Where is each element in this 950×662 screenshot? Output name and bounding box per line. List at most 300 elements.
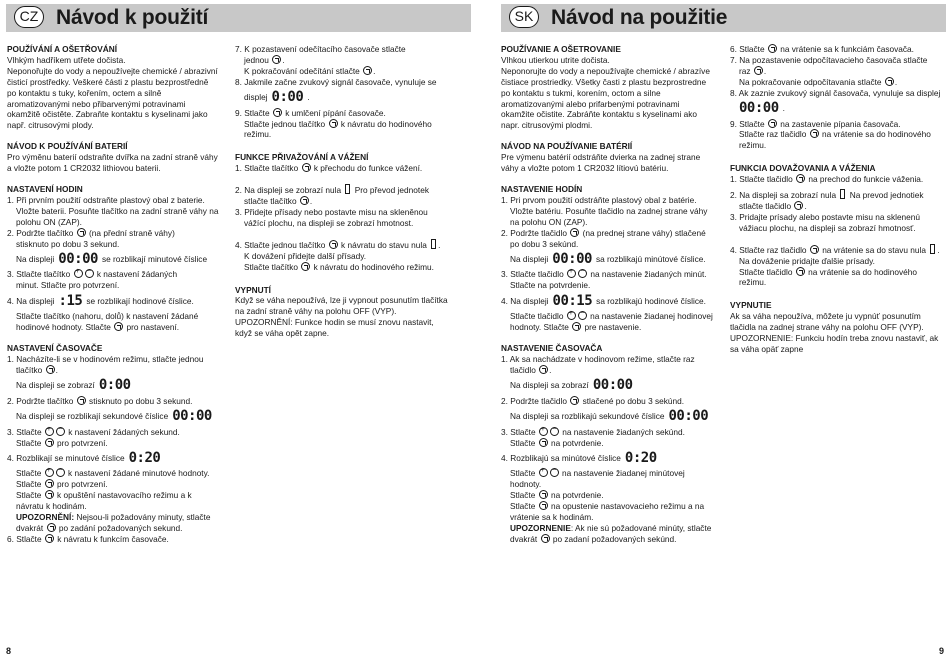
text-line: 1. Nacházíte-li se v hodinovém režimu, stlačte jednou <box>7 353 204 364</box>
section-heading: NÁVOD NA POUŽÍVANIE BATÉRIÍ <box>501 141 633 152</box>
text-fragment: na potvrdenie. <box>551 437 604 448</box>
text-line: Stlačte na potvrdenie. <box>510 280 591 291</box>
text-line <box>501 490 713 501</box>
plus-button-icon <box>74 269 83 278</box>
plus-button-icon <box>45 427 54 436</box>
set-button-icon <box>570 228 579 237</box>
lcd-display: 00:00 <box>58 250 98 267</box>
text-fragment: 4. Na displeji <box>501 295 549 306</box>
page-sk <box>475 0 950 662</box>
text-line: raz . <box>739 65 767 76</box>
text-line: režimu. <box>244 129 272 140</box>
text-fragment: Na displeji sa rozblikajú sekundové číslice <box>510 411 665 422</box>
text-fragment: stisknuto po dobu 3 sekund. <box>89 395 193 406</box>
text-line <box>235 262 460 273</box>
text-fragment: na vrátenie sa do stavu nula <box>822 244 926 255</box>
text-line <box>7 228 224 239</box>
timer-button-icon <box>45 534 54 543</box>
power-button-icon <box>796 174 805 183</box>
page-number: 8 <box>6 646 12 656</box>
section-heading: VYPNUTÍ <box>235 284 271 295</box>
text-line: vážící plochu, na displeji se zobrazí hmotnost. <box>244 217 414 228</box>
text-fragment: tlačidlo <box>510 364 536 375</box>
text-line: vrátenie sa k hodinám. <box>510 512 594 523</box>
text-fragment: Pro převod jednotek <box>354 185 429 196</box>
display-line: 00:00 . <box>739 100 785 117</box>
text-line: na polohu ON (ZAP). <box>510 216 588 227</box>
timer-button-icon <box>45 490 54 499</box>
language-badge: SK <box>509 6 539 28</box>
text-fragment: na nastavenie žiadanej minútovej <box>562 468 685 479</box>
text-line: 7. Na pozastavenie odpočítavacieho časovača stlačte <box>730 54 928 65</box>
page-number: 9 <box>938 646 944 656</box>
text-fragment: Na displeji <box>510 253 549 264</box>
text-line <box>730 174 946 185</box>
text-fragment: dvakrát <box>16 523 44 533</box>
text-line <box>235 108 460 119</box>
text-fragment: 4. Stlačte raz tlačidlo <box>730 244 807 255</box>
display-line <box>501 448 713 468</box>
text-line: váhy a vložte potom 1 CR2032 lítiovú batériu. <box>501 163 669 174</box>
text-line: sa váha opäť zapne <box>730 343 804 354</box>
text-line: čistiace prostriedky. Všetky časti z plastu bezprostredne <box>501 76 707 87</box>
text-fragment: na potvrdenie. <box>551 490 604 501</box>
text-line: 8. Jakmile začne zvukový signál časovače, vynuluje se <box>235 76 437 87</box>
minus-button-icon <box>56 468 65 477</box>
display-line <box>501 291 713 311</box>
text-line <box>7 322 224 333</box>
text-fragment: Nejsou-li požadovány minuty, stlačte <box>74 512 211 523</box>
text-line: K dovážení přidejte další přísady. <box>244 250 367 261</box>
language-badge: CZ <box>14 6 44 28</box>
text-fragment: (na prednej strane váhy) stlačené <box>582 227 706 238</box>
text-fragment: displej <box>244 92 268 103</box>
text-line: po kontaktu s tuky, kořením, octem a silně <box>7 87 162 98</box>
text-line <box>7 479 224 490</box>
text-fragment: Stlačte <box>510 490 536 501</box>
header-band <box>6 4 471 32</box>
text-line: když se váha opět zapne. <box>235 328 330 339</box>
text-line: po kontaktu s tukmi, korením, octom a silne <box>501 87 661 98</box>
lcd-display: 0:20 <box>624 449 657 466</box>
unit-button-icon <box>794 201 803 210</box>
power-button-icon <box>302 163 311 172</box>
zero-display-icon <box>345 184 350 194</box>
plus-button-icon <box>567 269 576 278</box>
text-fragment: 4. Rozblikajú sa minútové číslice <box>501 453 621 464</box>
text-fragment: Stlačte <box>16 479 42 490</box>
display-line <box>7 249 224 269</box>
timer-button-icon <box>273 108 282 117</box>
minus-button-icon <box>56 427 65 436</box>
text-fragment: pro potvrzení. <box>57 479 108 490</box>
text-fragment: 6. Stlačte <box>7 533 42 544</box>
text-fragment: po zadaní požadovaných sekúnd. <box>552 533 677 544</box>
text-line <box>501 523 713 534</box>
text-line: K pokračování odečítání stlačte . <box>244 65 376 76</box>
text-line: např. citrusovými plody. <box>7 120 94 131</box>
text-line <box>501 501 713 512</box>
text-fragment: se rozblikají hodinové číslice. <box>86 295 194 306</box>
column-2 <box>730 44 946 355</box>
text-fragment: 3. Stlačte tlačidlo <box>501 269 564 280</box>
text-line: režimu. <box>739 277 767 288</box>
spacer <box>235 174 460 184</box>
set-button-icon <box>45 479 54 488</box>
text-line: čisticí prostředky. Veškeré části z plastu bezprostředně <box>7 76 209 87</box>
column-1 <box>501 44 713 545</box>
text-fragment: k návratu do hodinového <box>340 118 432 129</box>
zero-display-icon <box>431 239 436 249</box>
lcd-display: 0:20 <box>128 449 161 466</box>
timer-button-icon <box>768 44 777 53</box>
spacer <box>730 234 946 244</box>
text-line <box>730 189 946 201</box>
text-fragment: Stlačte <box>510 501 536 512</box>
plus-button-icon <box>539 468 548 477</box>
lcd-display: 00:00 <box>552 250 592 267</box>
lcd-display: 00:15 <box>552 292 593 309</box>
text-line <box>7 468 224 479</box>
text-fragment: Stlačte <box>16 490 42 501</box>
text-fragment: hodinové hodnoty. Stlačte <box>16 322 111 333</box>
text-fragment: Na displeji <box>16 253 55 264</box>
text-line: 1. Pri prvom použití odstráňte plastový obal z batérie. <box>501 194 697 205</box>
text-line: tlačidlo . <box>510 364 552 375</box>
lcd-display: 00:00 <box>592 377 633 394</box>
page-title: Návod na použitie <box>551 6 728 29</box>
section-heading: POUŽÍVÁNÍ A OŠETŘOVÁNÍ <box>7 44 118 54</box>
set-button-icon <box>45 438 54 447</box>
set-button-icon <box>541 534 550 543</box>
text-fragment: Stlačte tlačidlo <box>739 266 793 277</box>
text-fragment: Stlačte tlačidlo <box>510 311 564 322</box>
set-button-icon <box>47 523 56 532</box>
text-fragment: na vrátenie sa do hodinového <box>821 129 931 140</box>
text-fragment: k umlčení pípání časovače. <box>285 107 386 118</box>
text-fragment: Stlačte <box>16 468 42 479</box>
timer-button-icon <box>539 501 548 510</box>
section-heading: NASTAVENIE HODÍN <box>501 183 583 194</box>
text-fragment: 4. Na displeji <box>7 295 55 306</box>
section-heading: FUNKCIA DOVAŽOVANIA A VÁŽENIA <box>730 163 876 174</box>
text-line: Ak sa váha nepoužíva, môžete ju vypnúť posunutím <box>730 311 921 322</box>
text-line <box>501 427 713 438</box>
display-line <box>7 407 224 427</box>
text-fragment: dvakrát <box>510 533 538 544</box>
text-line <box>7 534 224 545</box>
plus-button-icon <box>45 468 54 477</box>
text-line: aromatizovanými nebo přibarvenými potravinami <box>7 98 186 109</box>
lcd-display: :15 <box>58 292 83 309</box>
timer-button-icon <box>46 365 55 374</box>
text-fragment: na opustenie nastavovacieho režimu a na <box>551 501 705 512</box>
text-fragment: sa rozblikajú hodinové číslice. <box>596 295 706 306</box>
text-line: Když se váha nepoužívá, lze ji vypnout posunutím tlačítka <box>235 295 448 306</box>
text-fragment: stlačte tlačítko <box>244 196 297 207</box>
timer-button-icon <box>539 365 548 374</box>
text-fragment: Stlačte <box>510 468 536 479</box>
text-fragment: : Ak nie sú požadované minúty, stlačte <box>570 523 712 533</box>
text-fragment: k návratu do hodinového režimu. <box>313 261 434 272</box>
text-fragment: k nastavení žádaných <box>96 269 178 280</box>
text-line: stlačte tlačidlo . <box>739 200 807 211</box>
text-line: okamžite očistite. Zabráňte kontaktu s kyselinami ako <box>501 109 697 120</box>
text-fragment: pre nastavenie. <box>584 322 642 333</box>
column-1 <box>7 44 224 545</box>
text-fragment: (na přední straně váhy) <box>89 227 175 238</box>
text-fragment: hodnoty. Stlačte <box>510 322 569 333</box>
minus-button-icon <box>85 269 94 278</box>
section-heading: FUNKCE PŘIVAŽOVÁNÍ A VÁŽENÍ <box>235 152 369 163</box>
section-heading: POUŽÍVANIE A OŠETROVANIE <box>501 44 621 54</box>
text-line: Stlačte tlačítko (nahoru, dolů) k nastavení žádané <box>16 311 199 322</box>
display-line <box>501 249 713 269</box>
zero-display-icon <box>930 244 935 254</box>
text-fragment: 1. Stlačte tlačidlo <box>730 174 793 185</box>
text-line: Pre výmenu batérií odstráňte dvierka na zadnej strane <box>501 152 701 163</box>
text-fragment: stlačte tlačidlo <box>739 200 792 211</box>
set-button-icon <box>539 490 548 499</box>
text-line <box>7 438 224 449</box>
text-fragment: Stlačte raz tlačidlo <box>739 129 807 140</box>
text-fragment: 2. Podržte tlačidlo <box>501 395 567 406</box>
spacer <box>235 229 460 239</box>
text-fragment: UPOZORNĚNÍ: <box>16 512 75 523</box>
text-line <box>730 119 946 130</box>
text-fragment: na zastavenie pípania časovača. <box>780 118 901 129</box>
text-line: 7. K pozastavení odečítacího časovače stlačte <box>235 44 406 54</box>
text-line <box>730 267 946 278</box>
text-fragment: 3. Stlačte tlačítko <box>7 269 71 280</box>
display-line <box>7 448 224 468</box>
set-button-icon <box>572 322 581 331</box>
text-fragment: 9. Stlačte <box>235 107 270 118</box>
display-line <box>7 376 224 396</box>
text-fragment: 1. Stlačte tlačítko <box>235 163 299 174</box>
text-line: Vložte batériu. Posuňte tlačidlo na zadnej strane váhy <box>510 205 708 216</box>
text-line <box>501 311 713 322</box>
text-line: UPOZORNĚNÍ: Funkce hodin se musí znovu nastavit, <box>235 317 434 328</box>
text-fragment: po zadání požadovaných sekund. <box>58 523 183 533</box>
text-fragment: 6. Stlačte <box>730 44 765 54</box>
text-fragment: pro nastavení. <box>126 322 180 333</box>
zero-display-icon <box>840 189 845 199</box>
text-line <box>7 490 224 501</box>
text-line <box>235 119 460 130</box>
text-line <box>7 512 224 523</box>
text-line: vážiacu plochu, na displeji sa zobrazí hmotnosť. <box>739 222 916 233</box>
text-line: Vlhkou utierkou utrite dočista. <box>501 54 610 65</box>
text-line: jednou . <box>244 54 285 65</box>
text-line: 3. Pridajte prísady alebo postavte misu na sklenenú <box>730 211 921 222</box>
lcd-display: 00:00 <box>668 408 709 425</box>
power-button-icon <box>329 240 338 249</box>
display-line <box>501 407 713 427</box>
timer-button-icon <box>810 129 819 138</box>
text-fragment: k návratu do stavu nula <box>341 239 427 250</box>
text-fragment: Na displeji sa zobrazí <box>510 380 589 391</box>
text-line <box>501 438 713 449</box>
text-fragment: stlačené po dobu 3 sekúnd. <box>582 395 685 406</box>
text-line: stlačte tlačítko . <box>244 196 313 207</box>
text-line: stisknuto po dobu 3 sekund. <box>16 238 120 249</box>
text-fragment: Stlačte jednou tlačítko <box>244 118 326 129</box>
text-line: aromatizovanými alebo prifarbenými potravinami <box>501 98 680 109</box>
text-line <box>730 129 946 140</box>
text-fragment: Stlačte <box>510 437 536 448</box>
text-line: 4. Stlačte raz tlačidlo na vrátenie sa do stavu nula . <box>730 244 940 255</box>
text-fragment: tlačítko <box>16 364 43 375</box>
text-line: UPOZORNENIE: Funkciu hodín treba znovu nastaviť, ak <box>730 333 939 344</box>
timer-button-icon <box>272 55 281 64</box>
text-fragment: k přechodu do funkce vážení. <box>313 163 423 174</box>
display-line: displej 0:00 . <box>244 89 310 106</box>
text-line: 1. Ak sa nachádzate v hodinovom režime, stlačte raz <box>501 353 695 364</box>
text-fragment: k návratu k funkcím časovače. <box>57 533 169 544</box>
unit-button-icon <box>300 196 309 205</box>
lcd-display: 00:00 <box>172 408 212 425</box>
text-line: tlačidla na zadnej strane váhy na polohu OFF (VYP). <box>730 322 924 333</box>
text-fragment: Na prevod jednotiek <box>849 190 924 201</box>
minus-button-icon <box>578 269 587 278</box>
text-fragment: 2. Na displeji se zobrazí nula <box>235 185 342 196</box>
text-line: Neponořujte do vody a nepoužívejte chemické / abrazivní <box>7 65 218 76</box>
text-fragment: na nastavenie žiadaných sekúnd. <box>562 426 685 437</box>
timer-button-icon <box>754 66 763 75</box>
text-line: 4. Stlačte jednou tlačítko k návratu do stavu nula . <box>235 239 441 250</box>
power-button-icon <box>301 262 310 271</box>
text-fragment: na vrátenie sa do hodinového <box>808 266 917 277</box>
text-line <box>7 396 224 407</box>
text-fragment: na vrátenie sa k funkciám časovača. <box>780 44 914 54</box>
text-line: Vlhkým hadříkem utřete dočista. <box>7 54 126 65</box>
text-fragment: UPOZORNENIE <box>510 523 571 533</box>
page-title: Návod k použití <box>56 6 209 29</box>
text-line: po dobu 3 sekúnd. <box>510 238 579 249</box>
text-fragment: sa rozblikajú minútové číslice. <box>595 253 706 264</box>
text-fragment: 2. Podržte tlačítko <box>7 395 74 406</box>
text-fragment: 9. Stlačte <box>730 118 765 129</box>
text-fragment: 2. Podržte tlačidlo <box>501 227 567 238</box>
text-fragment: 3. Stlačte <box>7 426 42 437</box>
text-line: okamžitě očistěte. Zabraňte kontaktu s kyselinami jako <box>7 109 208 120</box>
text-line: Pro výměnu baterií odstraňte dvířka na zadní straně váhy <box>7 152 218 163</box>
text-fragment: 2. Na displeji sa zobrazí nula <box>730 190 837 201</box>
text-line <box>501 396 713 407</box>
text-fragment: se rozblikají minutové číslice <box>101 253 208 264</box>
text-line <box>235 184 460 196</box>
text-fragment: na prechod do funkcie váženia. <box>808 174 924 185</box>
text-fragment: Stlačte tlačítko <box>244 261 298 272</box>
text-line: a vložte potom 1 CR2032 lithiovou baterii. <box>7 163 161 174</box>
text-line: režimu. <box>739 140 767 151</box>
section-heading: VYPNUTIE <box>730 300 772 311</box>
text-fragment: k opuštění nastavovacího režimu a k <box>57 490 192 501</box>
text-line: napr. citrusovými plodmi. <box>501 120 593 131</box>
section-heading: NASTAVENÍ ČASOVAČE <box>7 343 103 354</box>
set-button-icon <box>77 396 86 405</box>
text-line <box>7 427 224 438</box>
text-line <box>7 523 224 534</box>
plus-button-icon <box>567 311 576 320</box>
power-button-icon <box>796 267 805 276</box>
text-line: návratu k hodinám. <box>16 501 87 512</box>
text-line <box>501 534 713 545</box>
text-fragment: Na displeji se zobrazí <box>16 380 95 391</box>
timer-button-icon <box>885 77 894 86</box>
set-button-icon <box>77 228 86 237</box>
text-line: Neponorujte do vody a nepoužívajte chemické / abrazíve <box>501 65 710 76</box>
lcd-display: 0:00 <box>271 89 304 106</box>
column-2 <box>235 44 460 339</box>
timer-button-icon <box>363 66 372 75</box>
text-line: tlačítko . <box>16 364 58 375</box>
minus-button-icon <box>578 311 587 320</box>
text-fragment: k nastavení žádaných sekund. <box>68 426 180 437</box>
text-line <box>7 269 224 280</box>
minus-button-icon <box>550 427 559 436</box>
text-line: polohu ON (ZAP). <box>16 216 82 227</box>
plus-button-icon <box>539 427 548 436</box>
text-fragment: 2. Podržte tlačítko <box>7 227 74 238</box>
text-line: 8. Ak zaznie zvukový signál časovača, vynuluje sa displej <box>730 87 941 98</box>
lcd-display: 00:00 <box>739 100 779 117</box>
section-heading: NASTAVENÍ HODIN <box>7 183 83 194</box>
text-line <box>501 468 713 479</box>
text-fragment: Stlačte <box>16 437 42 448</box>
text-fragment: k nastavení žádané minutové hodnoty. <box>68 468 210 479</box>
text-line <box>235 163 460 174</box>
text-fragment: jednou <box>244 54 269 65</box>
display-line <box>7 291 224 311</box>
text-line: 3. Přidejte přísady nebo postavte misu na skleněnou <box>235 206 428 217</box>
text-fragment: Na pokračovanie odpočítavania stlačte <box>739 76 882 87</box>
minus-button-icon <box>550 468 559 477</box>
section-heading: NÁVOD K POUŽÍVÁNÍ BATERIÍ <box>7 141 128 152</box>
text-fragment: 3. Stlačte <box>501 426 536 437</box>
text-fragment: 4. Stlačte jednou tlačítko <box>235 239 326 250</box>
set-button-icon <box>570 396 579 405</box>
text-line <box>501 269 713 280</box>
text-fragment: 4. Rozblikají se minutové číslice <box>7 453 125 464</box>
power-button-icon <box>810 245 819 254</box>
text-line <box>730 44 946 55</box>
set-button-icon <box>114 322 123 331</box>
lcd-display: 0:00 <box>98 377 131 394</box>
text-line: na zadní straně váhy na polohu OFF (VYP). <box>235 306 397 317</box>
section-heading: NASTAVENIE ČASOVAČA <box>501 343 603 354</box>
text-fragment: na nastavenie žiadanej hodinovej <box>590 311 713 322</box>
header-band <box>501 4 946 32</box>
text-line <box>501 228 713 239</box>
set-button-icon <box>539 438 548 447</box>
text-fragment: na nastavenie žiadaných minút. <box>590 269 707 280</box>
text-line: hodnoty. <box>510 479 542 490</box>
text-fragment: Na displeji se rozblikají sekundové číslice <box>16 411 169 422</box>
text-line: Vložte baterii. Posuňte tlačítko na zadní straně váhy na <box>16 205 219 216</box>
text-fragment: raz <box>739 65 751 76</box>
text-line: minut. Stlačte pro potvrzení. <box>16 280 120 291</box>
timer-button-icon <box>329 119 338 128</box>
text-fragment: K pokračování odečítání stlačte <box>244 65 360 76</box>
text-fragment: pro potvrzení. <box>57 437 108 448</box>
text-line: Na dováženie pridajte ďalšie prísady. <box>739 255 875 266</box>
display-line <box>501 376 713 396</box>
timer-button-icon <box>768 119 777 128</box>
text-line: 1. Při prvním použití odstraňte plastový obal z baterie. <box>7 194 205 205</box>
text-line: Na pokračovanie odpočítavania stlačte . <box>739 76 898 87</box>
